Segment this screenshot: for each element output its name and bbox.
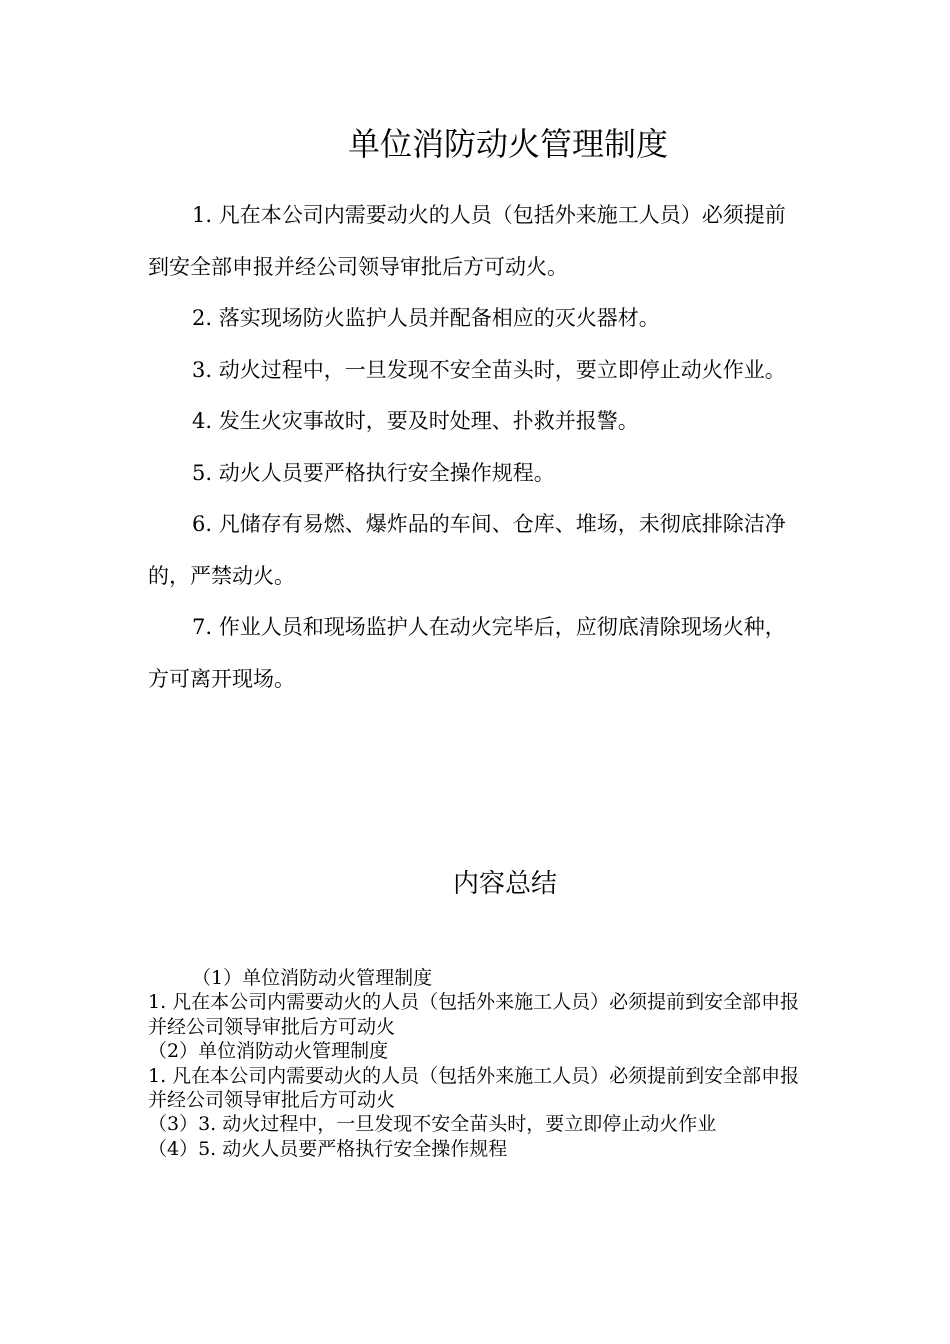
summary-line-4: 1. 凡在本公司内需要动火的人员（包括外来施工人员）必须提前到安全部申报并经公司领导审批后方可动火 <box>148 1064 800 1112</box>
summary-line-1: （1）单位消防动火管理制度 <box>192 967 433 989</box>
paragraph-5: 5. 动火人员要严格执行安全操作规程。 <box>192 460 555 485</box>
document-title: 单位消防动火管理制度 <box>347 125 668 163</box>
paragraph-2: 2. 落实现场防火监护人员并配备相应的灭火器材。 <box>192 306 660 330</box>
paragraph-1: 1. 凡在本公司内需要动火的人员（包括外来施工人员）必须提前到安全部申报并经公司领导审批后方可动火。 <box>148 203 786 279</box>
paragraph-3: 3. 动火过程中，一旦发现不安全苗头时，要立即停止动火作业。 <box>192 357 786 382</box>
summary-line-2: 1. 凡在本公司内需要动火的人员（包括外来施工人员）必须提前到安全部申报并经公司领导审批后方可动火 <box>148 991 800 1038</box>
summary-title: 内容总结 <box>452 869 557 899</box>
document-body <box>148 190 804 705</box>
summary-line-3: （2）单位消防动火管理制度 <box>148 1040 389 1063</box>
summary-body <box>148 966 808 1161</box>
summary-line-5: （3）3. 动火过程中，一旦发现不安全苗头时，要立即停止动火作业 <box>148 1113 717 1136</box>
paragraph-4: 4. 发生火灾事故时，要及时处理、扑救并报警。 <box>192 409 639 433</box>
paragraph-6: 6. 凡储存有易燃、爆炸品的车间、仓库、堆场，未彻底排除洁净的，严禁动火。 <box>148 512 786 588</box>
paragraph-7: 7. 作业人员和现场监护人在动火完毕后，应彻底清除现场火种，方可离开现场。 <box>148 615 786 691</box>
summary-line-6: （4）5. 动火人员要严格执行安全操作规程 <box>148 1137 508 1160</box>
